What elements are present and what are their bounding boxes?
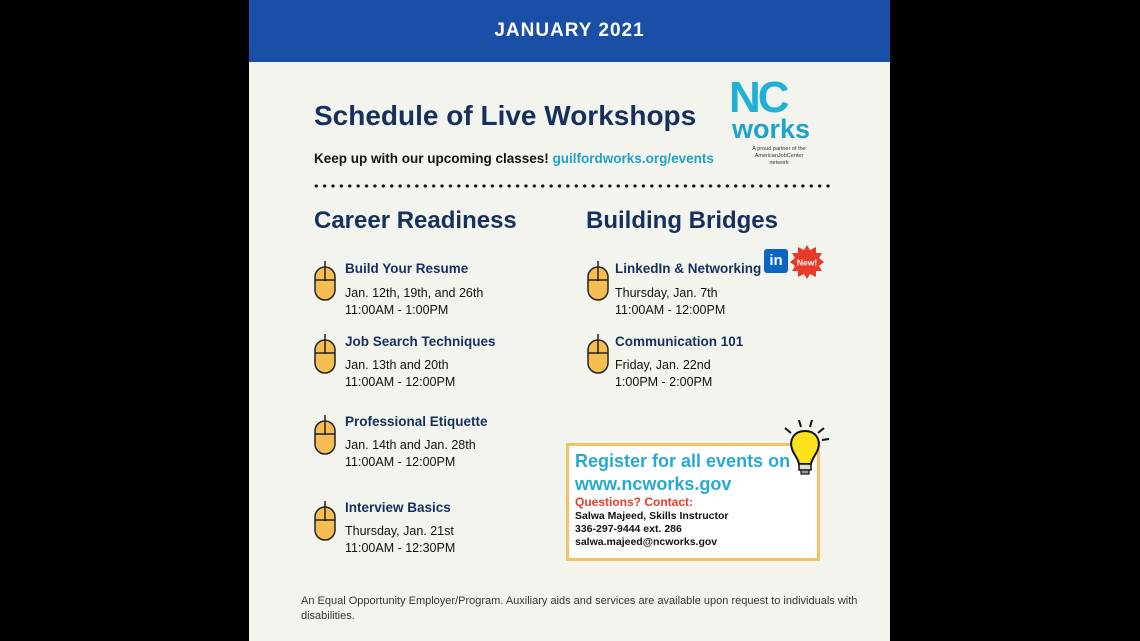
workshop-dates: Jan. 14th and Jan. 28th — [345, 438, 476, 452]
logo-tagline-3: network — [769, 160, 789, 166]
workshop-name: LinkedIn & Networking — [615, 261, 762, 276]
page-title: Schedule of Live Workshops — [314, 100, 697, 131]
subtitle-text: Keep up with our upcoming classes! — [314, 151, 549, 166]
questions-label: Questions? Contact: — [575, 495, 694, 509]
month-banner — [249, 0, 890, 62]
lightbulb-icon — [777, 418, 833, 478]
subtitle — [314, 151, 714, 166]
new-badge-label: New! — [796, 257, 818, 268]
workshop-dates: Thursday, Jan. 21st — [345, 524, 454, 538]
mouse-icon — [313, 501, 337, 541]
register-line-1: Register for all events on — [575, 451, 791, 471]
contact-phone: 336-297-9444 ext. 286 — [575, 523, 682, 535]
month-label: JANUARY 2021 — [494, 20, 645, 41]
logo-nc-text: NC — [729, 73, 787, 122]
contact-name: Salwa Majeed, Skills Instructor — [575, 510, 729, 522]
building-bridges-heading: Building Bridges — [586, 207, 778, 234]
equal-opportunity-notice: An Equal Opportunity Employer/Program. Auxiliary aids and services are available upon request to individuals with disabilities. — [301, 595, 858, 622]
workshop-time: 11:00AM - 1:00PM — [345, 303, 449, 317]
mouse-icon — [313, 415, 337, 455]
register-heading — [575, 450, 790, 496]
workshop-dates: Jan. 12th, 19th, and 26th — [345, 286, 484, 300]
ncworks-logo — [729, 73, 829, 172]
workshop-time: 11:00AM - 12:00PM — [345, 455, 456, 469]
mouse-icon — [586, 334, 610, 374]
career-readiness-heading: Career Readiness — [314, 207, 517, 234]
dotted-divider — [312, 184, 832, 188]
logo-works-text: works — [732, 114, 811, 144]
workshop-dates: Jan. 13th and 20th — [345, 358, 449, 372]
workshop-flyer — [249, 0, 890, 641]
mouse-icon — [313, 334, 337, 374]
workshop-name: Professional Etiquette — [345, 414, 488, 429]
workshop-name: Job Search Techniques — [345, 334, 496, 349]
contact-email[interactable]: salwa.majeed@ncworks.gov — [575, 536, 718, 548]
workshop-name: Interview Basics — [345, 500, 451, 515]
workshop-time: 11:00AM - 12:00PM — [345, 375, 456, 389]
mouse-icon — [313, 261, 337, 301]
workshop-name: Communication 101 — [615, 334, 744, 349]
workshop-time: 1:00PM - 2:00PM — [615, 375, 713, 389]
workshop-name: Build Your Resume — [345, 261, 469, 276]
workshop-time: 11:00AM - 12:00PM — [615, 303, 726, 317]
logo-tagline-2: AmericanJobCenter — [754, 153, 804, 159]
linkedin-icon: in — [764, 249, 788, 273]
workshop-dates: Thursday, Jan. 7th — [615, 286, 718, 300]
register-url[interactable]: www.ncworks.gov — [575, 474, 732, 494]
logo-tagline — [729, 146, 829, 167]
workshop-dates: Friday, Jan. 22nd — [615, 358, 711, 372]
mouse-icon — [586, 261, 610, 301]
logo-tagline-1: A proud partner of the — [752, 146, 806, 152]
new-badge-icon — [789, 244, 825, 280]
events-link[interactable]: guilfordworks.org/events — [552, 151, 714, 166]
workshop-time: 11:00AM - 12:30PM — [345, 541, 456, 555]
